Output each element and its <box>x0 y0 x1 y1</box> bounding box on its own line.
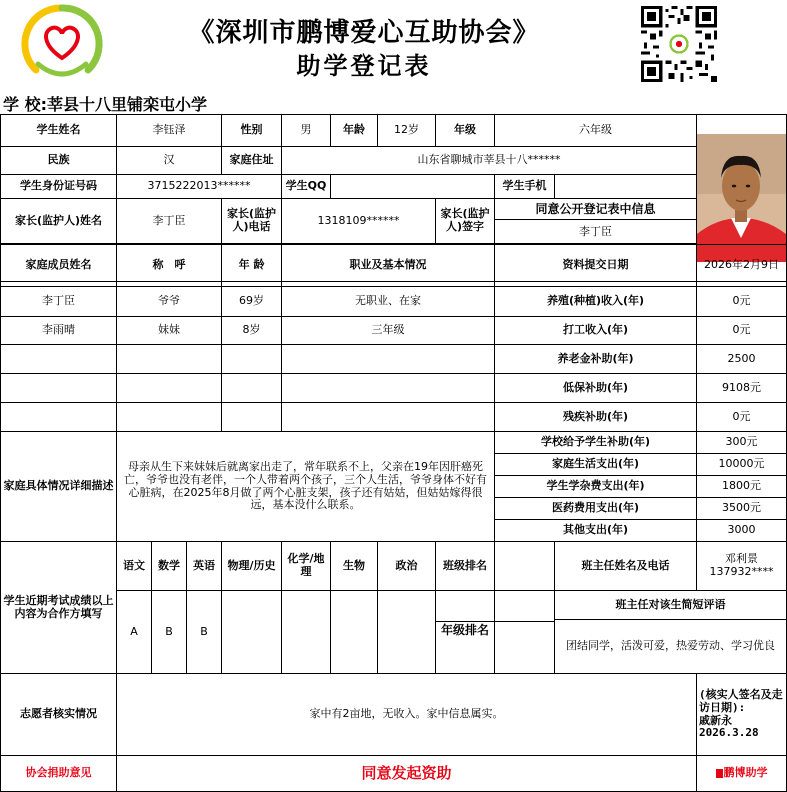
association-label: 协会捐助意见 <box>1 756 117 792</box>
finance-item-value: 3000 <box>697 520 787 542</box>
volunteer-sign-label: (核实人签名及走访日期): <box>699 688 783 714</box>
page-header <box>0 0 728 88</box>
family-member-name <box>1 403 117 432</box>
grade-value: 六年级 <box>495 115 697 147</box>
subject-header: 语文 <box>117 542 152 591</box>
ethnicity-label: 民族 <box>1 147 117 175</box>
family-age-header-2: 年 龄 <box>222 245 282 287</box>
finance-item-value: 300元 <box>697 432 787 454</box>
teacher-name: 邓利景 <box>725 552 759 566</box>
student-id-value: 3715222013****** <box>117 175 282 199</box>
association-opinion: 同意发起资助 <box>117 756 697 792</box>
finance-item-label: 学生学杂费支出(年) <box>495 476 697 498</box>
family-member-name-header-2: 家庭成员姓名 <box>1 245 117 287</box>
score-value <box>222 591 282 674</box>
family-member-name: 李丁臣 <box>1 287 117 317</box>
family-member-age: 69岁 <box>222 287 282 317</box>
student-phone-label: 学生手机 <box>495 175 555 199</box>
family-member-age: 8岁 <box>222 317 282 345</box>
guardian-consent-label: 同意公开登记表中信息 <box>495 199 696 220</box>
association-seal <box>697 756 787 792</box>
teacher-label: 班主任姓名及电话 <box>555 542 697 591</box>
teacher-cell <box>697 542 787 591</box>
student-qq-label: 学生QQ <box>282 175 331 199</box>
family-member-job <box>282 374 495 403</box>
qr-code-icon <box>641 6 717 82</box>
school-name: 莘县十八里铺栾屯小学 <box>46 95 207 114</box>
grade-label: 年级 <box>436 115 495 147</box>
form-body <box>0 244 783 782</box>
family-member-age <box>222 345 282 374</box>
student-phone-value <box>555 175 697 199</box>
student-id-label: 学生身份证号码 <box>1 175 117 199</box>
finance-item-label: 养老金补助(年) <box>495 345 697 374</box>
volunteer-text: 家中有2亩地，无收入。家中信息属实。 <box>117 674 697 756</box>
finance-item-label: 低保补助(年) <box>495 374 697 403</box>
guardian-name-value: 李丁臣 <box>117 199 222 244</box>
finance-item-value: 3500元 <box>697 498 787 520</box>
rank-value-cell <box>495 591 555 674</box>
class-rank-value <box>495 542 555 591</box>
finance-item-label: 医药费用支出(年) <box>495 498 697 520</box>
guardian-consent-cell <box>495 199 697 244</box>
comment-label: 班主任对该生简短评语 <box>555 591 787 620</box>
finance-item-value: 10000元 <box>697 454 787 476</box>
school-line <box>3 92 207 115</box>
subject-header: 数学 <box>152 542 187 591</box>
school-label: 学 校: <box>3 95 47 114</box>
teacher-comment: 团结同学，活泼可爱，热爱劳动、学习优良 <box>555 620 787 674</box>
family-member-relation: 爷爷 <box>117 287 222 317</box>
teacher-phone: 137932**** <box>709 565 774 578</box>
ethnicity-value: 汉 <box>117 147 222 175</box>
form-body-table <box>0 244 787 792</box>
finance-item-value: 0元 <box>697 403 787 432</box>
subject-header: 英语 <box>187 542 222 591</box>
finance-item-value: 1800元 <box>697 476 787 498</box>
address-value: 山东省聊城市莘县十八****** <box>282 147 697 175</box>
family-member-name <box>1 345 117 374</box>
seal-text: 鹏博助学 <box>723 766 768 780</box>
volunteer-signer: 戚新永 <box>699 713 733 727</box>
finance-item-label: 家庭生活支出(年) <box>495 454 697 476</box>
family-member-job <box>282 345 495 374</box>
volunteer-sign-cell <box>697 674 787 756</box>
finance-item-label: 残疾补助(年) <box>495 403 697 432</box>
guardian-consent-value: 李丁臣 <box>579 225 613 238</box>
address-label: 家庭住址 <box>222 147 282 175</box>
form-title: 《深圳市鹏博爱心互助协会》 <box>188 18 540 48</box>
finance-item-label: 打工收入(年) <box>495 317 697 345</box>
student-name-label: 学生姓名 <box>1 115 117 147</box>
family-member-job: 三年级 <box>282 317 495 345</box>
subject-header: 物理/历史 <box>222 542 282 591</box>
submit-date-value: 2026年2月9日 <box>697 245 787 287</box>
family-member-age <box>222 374 282 403</box>
gender-value: 男 <box>282 115 331 147</box>
family-member-job: 无职业、在家 <box>282 287 495 317</box>
score-value <box>378 591 436 674</box>
finance-item-label: 学校给予学生补助(年) <box>495 432 697 454</box>
finance-item-value: 9108元 <box>697 374 787 403</box>
score-value: B <box>152 591 187 674</box>
family-relation-header-2: 称 呼 <box>117 245 222 287</box>
subject-header: 化学/地理 <box>282 542 331 591</box>
family-member-job <box>282 403 495 432</box>
score-value <box>282 591 331 674</box>
finance-item-value: 0元 <box>697 317 787 345</box>
seal-icon <box>716 769 723 778</box>
volunteer-label: 志愿者核实情况 <box>1 674 117 756</box>
family-member-name <box>1 374 117 403</box>
family-member-relation <box>117 403 222 432</box>
family-member-name: 李雨晴 <box>1 317 117 345</box>
guardian-name-label: 家长(监护人)姓名 <box>1 199 117 244</box>
class-rank-label: 班级排名 <box>436 542 495 591</box>
submit-date-label-2: 资料提交日期 <box>495 245 697 287</box>
family-member-age <box>222 403 282 432</box>
score-value <box>331 591 378 674</box>
subject-header: 政治 <box>378 542 436 591</box>
situation-text: 母亲从生下来妹妹后就离家出走了，常年联系不上，父亲在19年因肝癌死亡，爷爷也没有老伴，一个人带着两个孩子，三个人生活，爷爷身体不好有心脏病，在2025年8月做了两个心脏支架，孩子还有姑姑，但姑姑嫁得很远，基本没什么联系。 <box>117 432 495 542</box>
student-qq-value <box>331 175 495 199</box>
family-member-relation <box>117 345 222 374</box>
form-subtitle: 助学登记表 <box>296 51 432 80</box>
age-value: 12岁 <box>378 115 436 147</box>
gender-label: 性别 <box>222 115 282 147</box>
finance-item-value: 2500 <box>697 345 787 374</box>
guardian-phone-label: 家长(监护人)电话 <box>222 199 282 244</box>
exam-label: 学生近期考试成绩以上内容为合作方填写 <box>1 542 117 674</box>
subject-header: 生物 <box>331 542 378 591</box>
age-label: 年龄 <box>331 115 378 147</box>
finance-item-label: 养殖(种植)收入(年) <box>495 287 697 317</box>
situation-label: 家庭具体情况详细描述 <box>1 432 117 542</box>
score-value: A <box>117 591 152 674</box>
grade-rank-label: 年级排名 <box>441 623 490 637</box>
guardian-phone-value: 1318109****** <box>282 199 436 244</box>
finance-item-value: 0元 <box>697 287 787 317</box>
volunteer-date: 2026.3.28 <box>699 726 759 740</box>
family-member-relation <box>117 374 222 403</box>
family-member-relation: 妹妹 <box>117 317 222 345</box>
score-value: B <box>187 591 222 674</box>
guardian-sign-label: 家长(监护人)签字 <box>436 199 495 244</box>
family-job-header-2: 职业及基本情况 <box>282 245 495 287</box>
student-name-value: 李钰泽 <box>117 115 222 147</box>
rank-cell <box>436 591 495 674</box>
student-photo-image <box>697 134 786 262</box>
finance-item-label: 其他支出(年) <box>495 520 697 542</box>
